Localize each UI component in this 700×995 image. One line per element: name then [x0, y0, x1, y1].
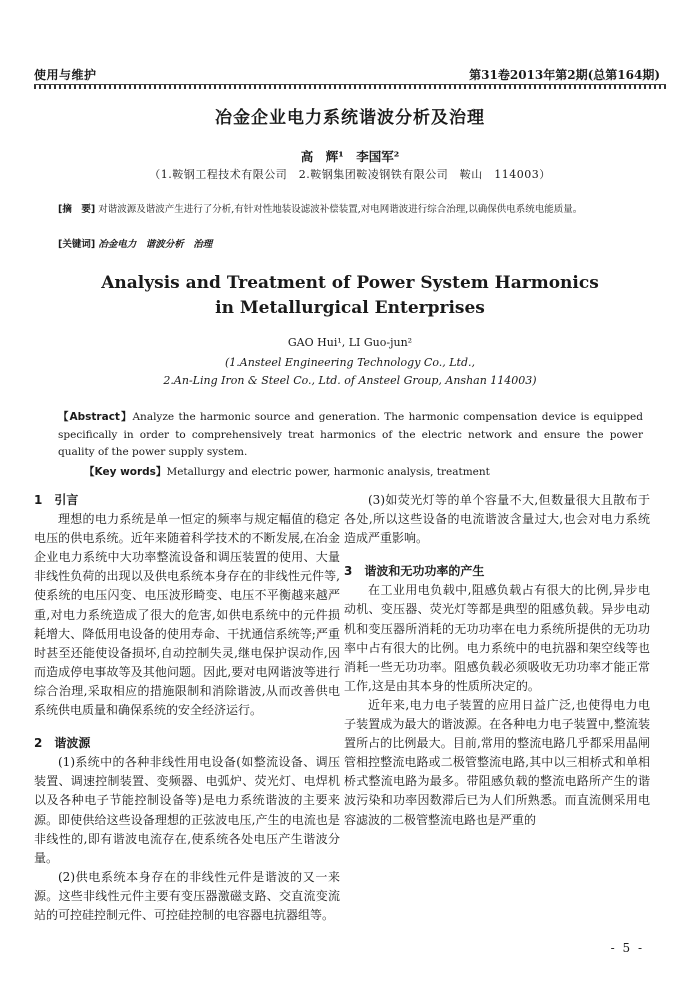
section-heading-3: 3 谐波和无功功率的产生 [344, 564, 485, 579]
section-heading-1: 1 引言 [34, 493, 79, 507]
title-en-line2: in Metallurgical Enterprises [215, 298, 485, 318]
affiliation-en-line1: (1.Ansteel Engineering Technology Co., Ltd., [224, 356, 476, 369]
affiliation-cn: （1.鞍钢工程技术有限公司 2.鞍钢集团鞍凌钢铁有限公司 鞍山 114003） [149, 168, 551, 181]
keywords-cn-label: [关键词] [58, 239, 96, 250]
page-number: - 5 - [610, 941, 644, 955]
abstract-cn-text: 对谐波源及谐波产生进行了分析,有针对性地装设滤波补偿装置,对电网谐波进行综合治理,以确保供电系统电能质量。 [98, 204, 583, 215]
affiliation-en [0, 354, 700, 390]
section-heading-2: 2 谐波源 [34, 736, 91, 751]
paragraph: 近年来,电力电子装置的应用日益广泛,也使得电力电子装置成为最大的谐波源。在各种电力电子装置中,整流装置所占的比例最大。目前,常用的整流电路几乎都采用晶闸管相控整流电路或二极管整流电路,其中以三相桥式和单相桥式整流电路为最多。带阻感负载的整流电路所产生的谐波污染和功率因数滞后已为人们所熟悉。而直流侧采用电容滤波的二极管整流电路也是严重的 [344, 697, 650, 827]
article-title-en [0, 271, 700, 321]
keywords-cn [58, 236, 212, 250]
keywords-en [84, 464, 490, 479]
section-gap [34, 720, 340, 734]
authors-cn: 高 辉¹ 李国军² [300, 149, 400, 164]
affiliation-en-line2: 2.An-Ling Iron & Steel Co., Ltd. of Ansteel Group, Anshan 114003) [163, 374, 537, 387]
paragraph: (1)系统中的各种非线性用电设备(如整流设备、调压装置、调速控制装置、变频器、电弧炉、荧光灯、电焊机以及各种电子节能控制设备等)是电力系统谐波的主要来源。即使供给这些设备理想的正弦波电压,产生的电流也是非线性的,即有谐波电流存在,使系统各处电压产生谐波分量。 [34, 755, 340, 865]
running-header-section: 使用与维护 [34, 68, 97, 82]
title-en-line1: Analysis and Treatment of Power System Harmonics [101, 273, 599, 293]
paragraph: 理想的电力系统是单一恒定的频率与规定幅值的稳定电压的供电系统。近年来随着科学技术的不断发展,在冶金企业电力系统中大功率整流设备和调压装置的使用、大量非线性负荷的出现以及供电系统本身存在的非线性元件等,使系统的电压闪变、电压波形畸变、电压不平衡越来越严重,对电力系统造成了很大的危害,如供电系统中的元件损耗增大、降低用电设备的使用寿命、干扰通信系统等;严重时甚至还能使设备损坏,自动控制失灵,继电保护误动作,因而造成停电事故等及其他问题。因此,要对电网谐波等进行综合治理,采取相应的措施限制和消除谐波,从而改善供电系统供电质量和确保系统的安全经济运行。 [34, 512, 340, 718]
keywords-en-label: 【Key words】 [84, 466, 167, 478]
authors-en: GAO Hui¹, LI Guo-jun² [287, 336, 413, 349]
abstract-en [58, 409, 643, 462]
abstract-en-text: Analyze the harmonic source and generation. The harmonic compensation device is equipped specifically in order to comprehensively treat harmonics of the electric network and ensure the power quality of the power supply system. [58, 411, 643, 458]
section-gap [344, 548, 650, 562]
article-title-cn: 冶金企业电力系统谐波分析及治理 [215, 108, 485, 128]
paragraph: 在工业用电负载中,阻感负载占有很大的比例,异步电动机、变压器、荧光灯等都是典型的阻感负载。异步电动机和变压器所消耗的无功功率在电力系统所提供的无功功率中占有很大的比例。电力系统中的电抗器和架空线等也消耗一些无功功率。阻感负载必须吸收无功功率才能正常工作,这是由其本身的性质所决定的。 [344, 583, 650, 693]
keywords-en-text: Metallurgy and electric power, harmonic analysis, treatment [166, 466, 490, 478]
running-header-issue: 第31卷2013年第2期(总第164期) [469, 68, 660, 82]
abstract-cn-label: [摘 要] [58, 204, 96, 215]
paragraph: (2)供电系统本身存在的非线性元件是谐波的又一来源。这些非线性元件主要有变压器激磁支路、交直流变流站的可控硅控制元件、可控硅控制的电容器电抗器组等。 [34, 869, 340, 922]
body-column-left [34, 491, 340, 925]
body-column-right [344, 491, 650, 830]
header-rule-line [34, 84, 666, 85]
abstract-en-label: 【Abstract】 [58, 411, 133, 423]
abstract-cn [58, 201, 608, 218]
keywords-cn-text: 冶金电力 谐波分析 治理 [98, 239, 213, 250]
paragraph: (3)如荧光灯等的单个容量不大,但数量很大且散布于各处,所以这些设备的电流谐波含量过大,也会对电力系统造成严重影响。 [344, 493, 650, 546]
